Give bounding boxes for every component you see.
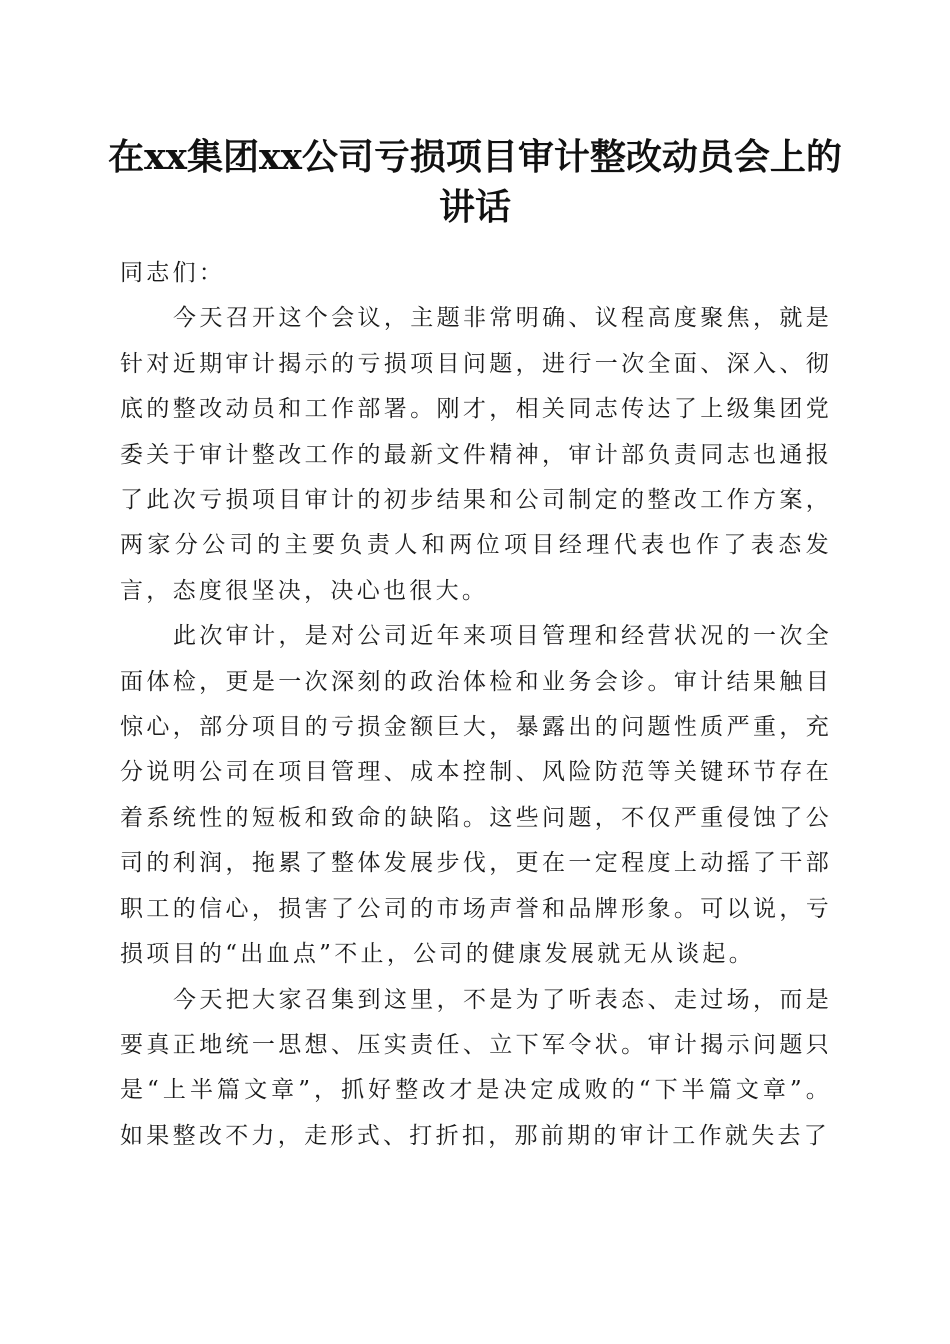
document-title: 在xx集团xx公司亏损项目审计整改动员会上的讲话 xyxy=(108,136,842,228)
document-body xyxy=(120,251,832,1159)
paragraph-2: 此次审计，是对公司近年来项目管理和经营状况的一次全面体检，更是一次深刻的政治体检和业务会诊。审计结果触目惊心，部分项目的亏损金额巨大，暴露出的问题性质严重，充分说明公司在项目管理、成本控制、风险防范等关键环节存在着系统性的短板和致命的缺陷。这些问题，不仅严重侵蚀了公司的利润，拖累了整体发展步伐，更在一定程度上动摇了干部职工的信心，损害了公司的市场声誉和品牌形象。可以说，亏损项目的“出血点”不止，公司的健康发展就无从谈起。 xyxy=(120,623,832,968)
salutation: 同志们： xyxy=(120,260,226,286)
paragraph-3: 今天把大家召集到这里，不是为了听表态、走过场，而是要真正地统一思想、压实责任、立下军令状。审计揭示问题只是“上半篇文章”，抓好整改才是决定成败的“下半篇文章”。如果整改不力，走形式、打折扣，那前期的审计工作就失去了 xyxy=(120,986,832,1149)
paragraph-1: 今天召开这个会议，主题非常明确、议程高度聚焦，就是针对近期审计揭示的亏损项目问题，进行一次全面、深入、彻底的整改动员和工作部署。刚才，相关同志传达了上级集团党委关于审计整改工作的最新文件精神，审计部负责同志也通报了此次亏损项目审计的初步结果和公司制定的整改工作方案，两家分公司的主要负责人和两位项目经理代表也作了表态发言，态度很坚决，决心也很大。 xyxy=(120,305,832,604)
